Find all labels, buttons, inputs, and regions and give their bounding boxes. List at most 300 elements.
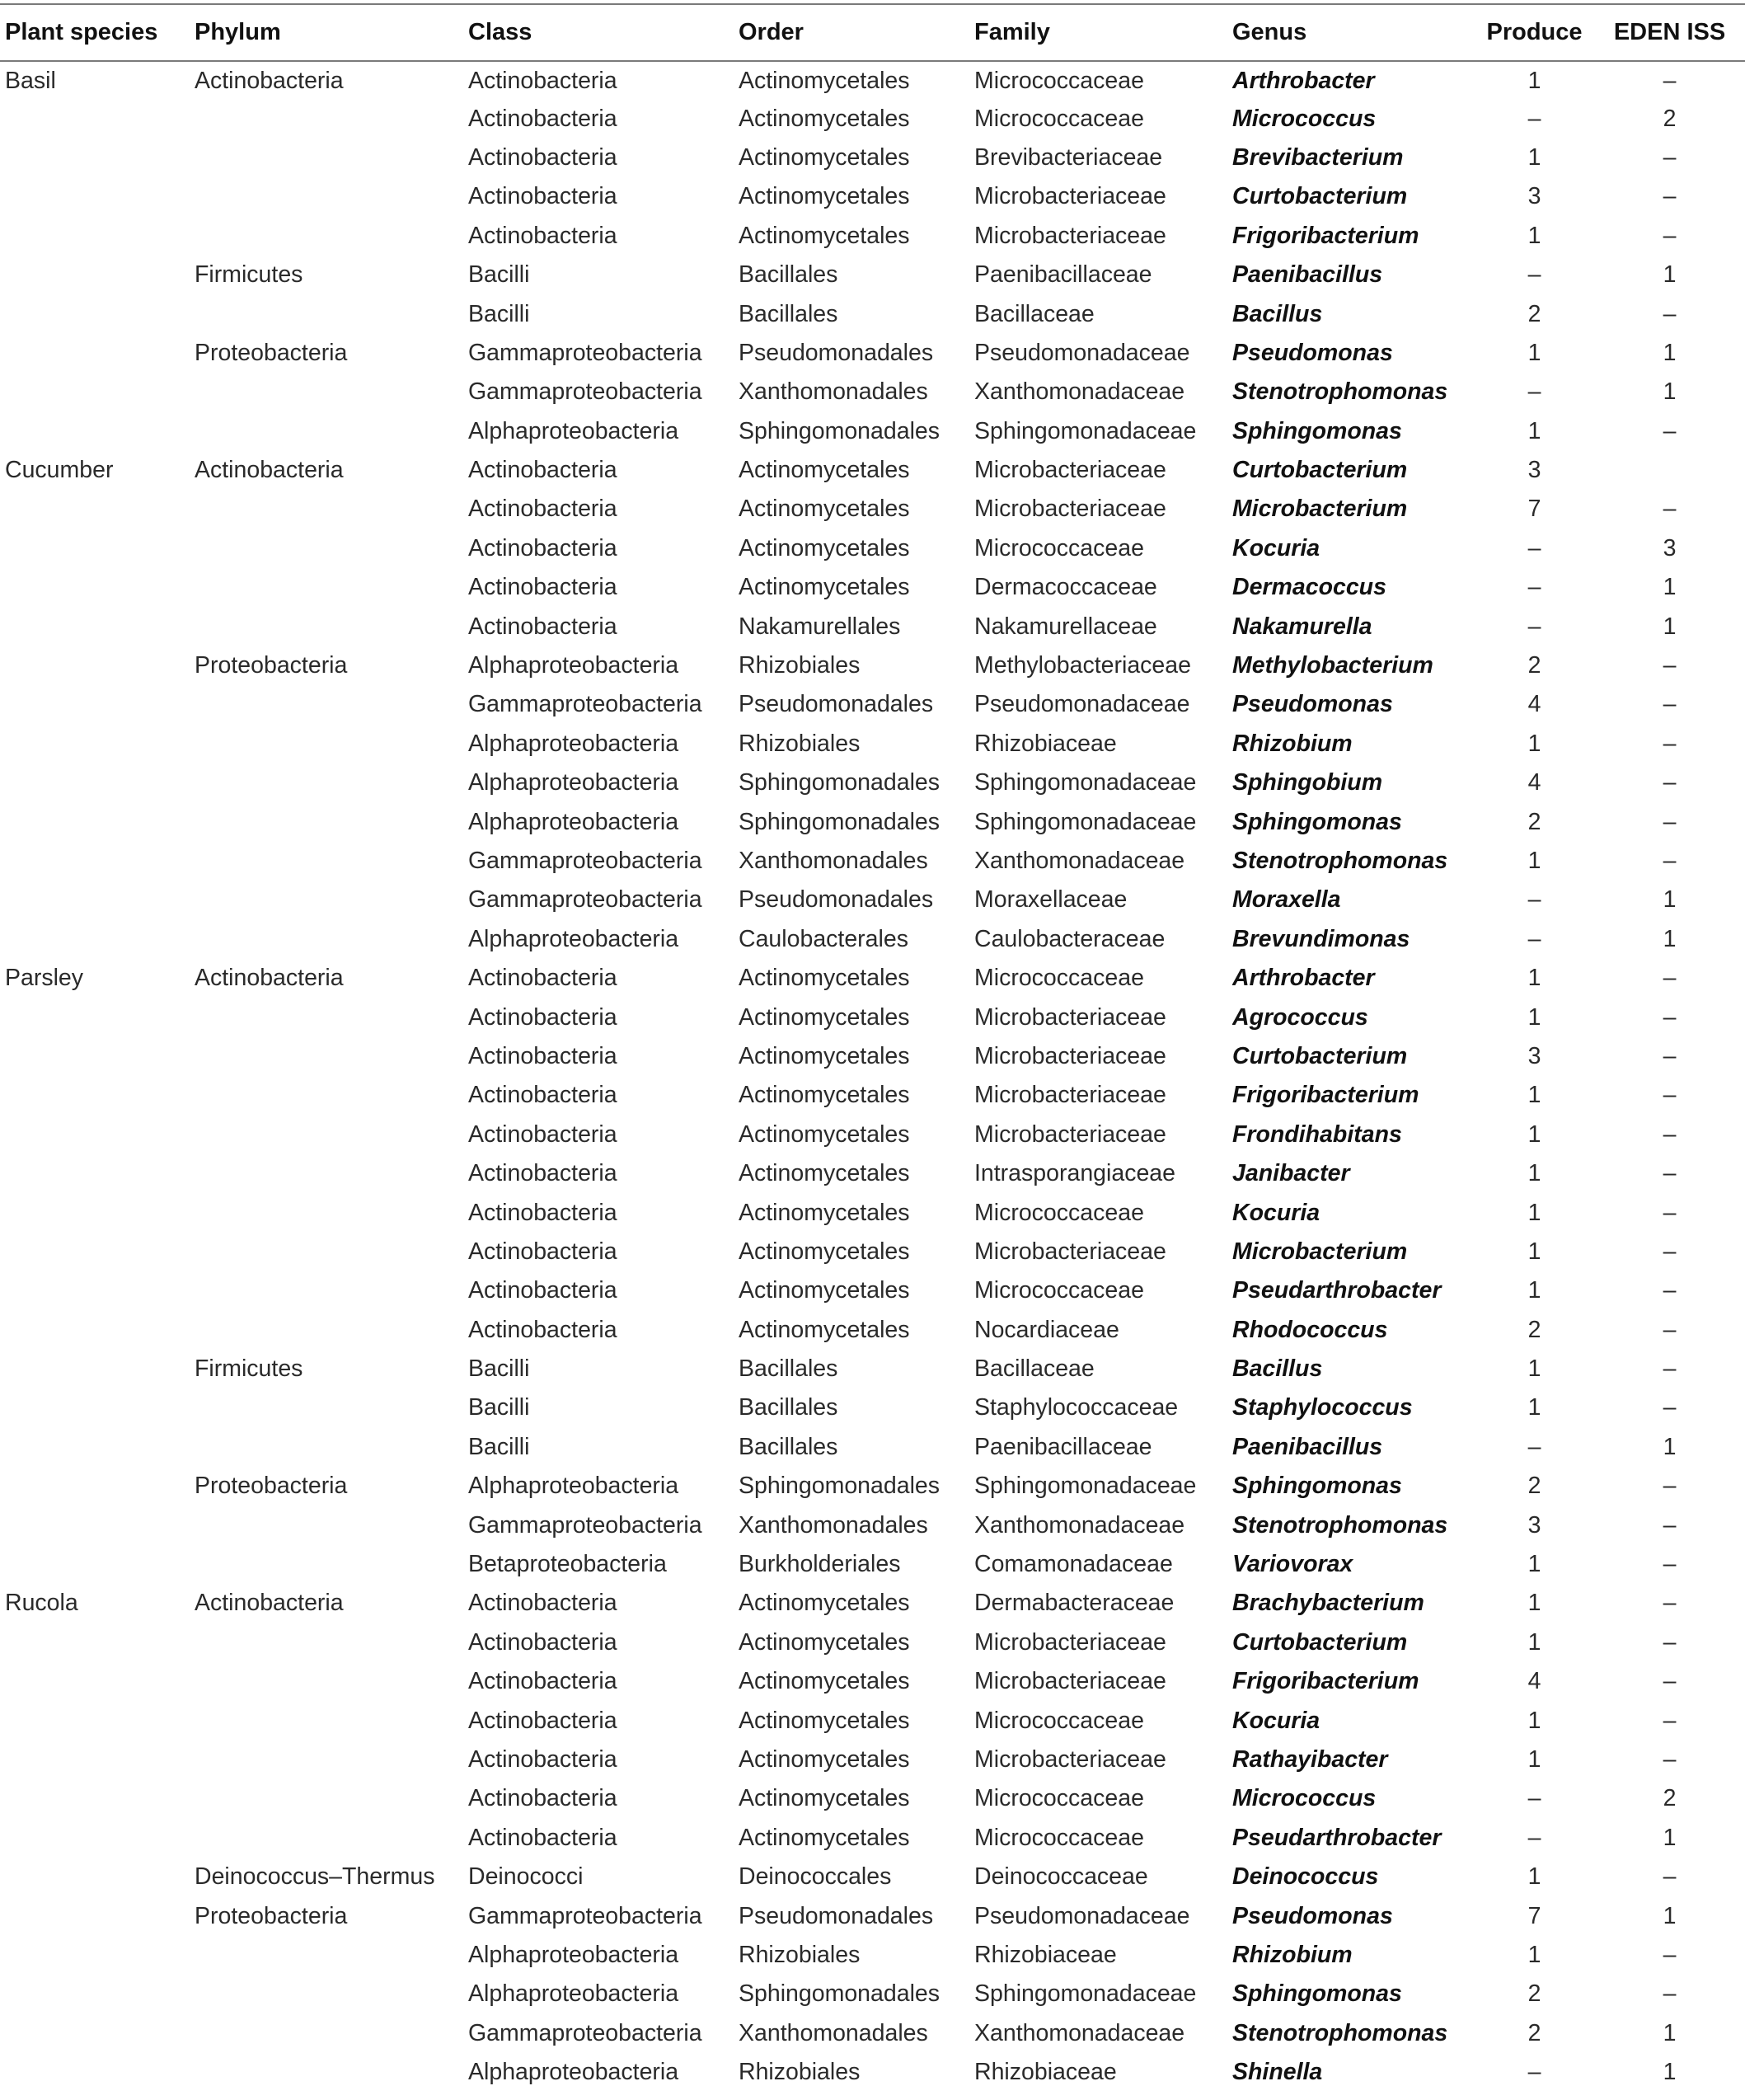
produce-cell: 1	[1527, 1277, 1541, 1304]
phylum-cell	[195, 881, 468, 919]
produce-cell: –	[1527, 613, 1541, 640]
plant-species-cell	[0, 1896, 195, 1935]
produce-cell: 4	[1527, 691, 1541, 718]
eden-iss-cell	[1594, 451, 1745, 490]
phylum-cell	[195, 412, 468, 451]
order-cell: Caulobacterales	[739, 925, 908, 952]
order-cell: Actinomycetales	[739, 1003, 910, 1031]
genus-cell: Kocuria	[1232, 1707, 1320, 1734]
class-cell: Gammaproteobacteria	[468, 691, 702, 718]
class-cell: Deinococci	[468, 1863, 584, 1891]
class-cell: Alphaproteobacteria	[468, 652, 679, 679]
table-row	[0, 959, 1745, 998]
order-cell: Actinomycetales	[739, 1824, 910, 1851]
produce-cell: 1	[1527, 1003, 1541, 1031]
phylum-cell: Actinobacteria	[195, 68, 344, 95]
genus-cell: Curtobacterium	[1232, 1042, 1408, 1069]
class-cell: Actinobacteria	[468, 183, 617, 210]
plant-species-cell: Parsley	[5, 965, 84, 992]
order-cell: Bacillales	[739, 1355, 838, 1383]
genus-cell: Brevibacterium	[1232, 143, 1404, 171]
produce-cell: 3	[1527, 1042, 1541, 1069]
plant-species-cell	[0, 177, 195, 216]
class-cell: Actinobacteria	[468, 143, 617, 171]
order-cell: Xanthomonadales	[739, 378, 928, 406]
produce-cell: 1	[1527, 68, 1541, 95]
header-plant-species: Plant species	[5, 19, 158, 45]
order-cell: Bacillales	[739, 261, 838, 289]
table-row	[0, 490, 1745, 529]
plant-species-cell	[0, 2053, 195, 2092]
header-genus: Genus	[1232, 19, 1307, 45]
eden-iss-cell: –	[1663, 1120, 1677, 1148]
eden-iss-cell: 2	[1663, 1785, 1677, 1812]
plant-species-cell	[0, 99, 195, 138]
family-cell: Micrococcaceae	[974, 1707, 1144, 1734]
header-class: Class	[468, 19, 532, 45]
produce-cell: 1	[1527, 1707, 1541, 1734]
class-cell: Gammaproteobacteria	[468, 378, 702, 406]
eden-iss-cell: –	[1663, 1980, 1677, 2008]
order-cell: Actinomycetales	[739, 183, 910, 210]
family-cell: Microbacteriaceae	[974, 1042, 1166, 1069]
phylum-cell	[195, 1506, 468, 1544]
plant-species-cell	[0, 1741, 195, 1779]
phylum-cell	[195, 1037, 468, 1076]
family-cell: Micrococcaceae	[974, 68, 1144, 95]
family-cell: Paenibacillaceae	[974, 261, 1152, 289]
plant-species-cell	[0, 1936, 195, 1975]
class-cell: Actinobacteria	[468, 1785, 617, 1812]
plant-species-cell	[0, 1858, 195, 1896]
family-cell: Micrococcaceae	[974, 105, 1144, 132]
family-cell: Microbacteriaceae	[974, 1082, 1166, 1109]
header-family: Family	[974, 19, 1050, 45]
plant-species-cell	[0, 920, 195, 959]
eden-iss-cell: –	[1663, 183, 1677, 210]
order-cell: Actinomycetales	[739, 1277, 910, 1304]
eden-iss-cell: 1	[1663, 2019, 1677, 2046]
genus-cell: Staphylococcus	[1232, 1394, 1413, 1421]
plant-species-cell	[0, 1779, 195, 1818]
class-cell: Gammaproteobacteria	[468, 339, 702, 366]
eden-iss-cell: 3	[1663, 534, 1677, 561]
class-cell: Alphaproteobacteria	[468, 417, 679, 444]
produce-cell: –	[1527, 925, 1541, 952]
table-row	[0, 139, 1745, 177]
class-cell: Alphaproteobacteria	[468, 769, 679, 796]
plant-species-cell	[0, 1428, 195, 1467]
phylum-cell	[195, 998, 468, 1036]
eden-iss-cell: 1	[1663, 261, 1677, 289]
plant-species-cell	[0, 1388, 195, 1427]
class-cell: Actinobacteria	[468, 1277, 617, 1304]
produce-cell: 1	[1527, 1199, 1541, 1226]
class-cell: Actinobacteria	[468, 1707, 617, 1734]
plant-species-cell: Cucumber	[5, 457, 114, 484]
eden-iss-cell: –	[1663, 1082, 1677, 1109]
family-cell: Bacillaceae	[974, 300, 1095, 327]
eden-iss-cell: –	[1663, 1316, 1677, 1343]
table-row	[0, 373, 1745, 411]
plant-species-cell	[0, 802, 195, 841]
order-cell: Actinomycetales	[739, 1042, 910, 1069]
produce-cell: –	[1527, 1433, 1541, 1460]
table-row	[0, 1388, 1745, 1427]
table-row	[0, 60, 1745, 99]
order-cell: Burkholderiales	[739, 1551, 901, 1578]
genus-cell: Stenotrophomonas	[1232, 1511, 1448, 1539]
family-cell: Xanthomonadaceae	[974, 378, 1185, 406]
genus-cell: Shinella	[1232, 2059, 1323, 2086]
genus-cell: Pseudomonas	[1232, 691, 1393, 718]
family-cell: Microbacteriaceae	[974, 1628, 1166, 1656]
plant-species-cell	[0, 1350, 195, 1388]
table-row	[0, 1428, 1745, 1467]
genus-cell: Frigoribacterium	[1232, 1082, 1419, 1109]
order-cell: Actinomycetales	[739, 534, 910, 561]
genus-cell: Rhizobium	[1232, 1941, 1353, 1968]
class-cell: Actinobacteria	[468, 457, 617, 484]
eden-iss-cell: –	[1663, 1707, 1677, 1734]
produce-cell: 4	[1527, 1668, 1541, 1695]
class-cell: Actinobacteria	[468, 1160, 617, 1187]
phylum-cell	[195, 568, 468, 607]
table-row	[0, 1584, 1745, 1623]
table-row	[0, 412, 1745, 451]
table-row	[0, 568, 1745, 607]
plant-species-cell	[0, 763, 195, 802]
order-cell: Actinomycetales	[739, 1082, 910, 1109]
family-cell: Paenibacillaceae	[974, 1433, 1152, 1460]
genus-cell: Paenibacillus	[1232, 1433, 1383, 1460]
produce-cell: –	[1527, 1824, 1541, 1851]
phylum-cell	[195, 607, 468, 646]
plant-species-cell	[0, 881, 195, 919]
phylum-cell: Firmicutes	[195, 261, 303, 289]
plant-species-cell	[0, 2014, 195, 2053]
order-cell: Pseudomonadales	[739, 886, 934, 914]
family-cell: Microbacteriaceae	[974, 1745, 1166, 1773]
table-row	[0, 217, 1745, 256]
order-cell: Sphingomonadales	[739, 769, 941, 796]
table-row	[0, 1037, 1745, 1076]
produce-cell: 2	[1527, 1473, 1541, 1500]
order-cell: Deinococcales	[739, 1863, 892, 1891]
class-cell: Actinobacteria	[468, 1042, 617, 1069]
produce-cell: 3	[1527, 457, 1541, 484]
produce-cell: 2	[1527, 652, 1541, 679]
family-cell: Sphingomonadaceae	[974, 1473, 1197, 1500]
genus-cell: Sphingomonas	[1232, 417, 1402, 444]
table-header-row	[0, 5, 1745, 60]
family-cell: Microbacteriaceae	[974, 222, 1166, 249]
genus-cell: Curtobacterium	[1232, 457, 1408, 484]
phylum-cell	[195, 1701, 468, 1740]
produce-cell: 1	[1527, 1160, 1541, 1187]
genus-cell: Sphingobium	[1232, 769, 1383, 796]
eden-iss-cell: –	[1663, 1277, 1677, 1304]
produce-cell: –	[1527, 574, 1541, 601]
plant-species-cell	[0, 412, 195, 451]
family-cell: Rhizobiaceae	[974, 2059, 1117, 2086]
phylum-cell: Firmicutes	[195, 1355, 303, 1383]
eden-iss-cell: –	[1663, 1590, 1677, 1617]
plant-species-cell	[0, 139, 195, 177]
class-cell: Alphaproteobacteria	[468, 1941, 679, 1968]
genus-cell: Kocuria	[1232, 1199, 1320, 1226]
plant-species-cell	[0, 1545, 195, 1584]
phylum-cell	[195, 842, 468, 881]
phylum-cell	[195, 725, 468, 763]
class-cell: Actinobacteria	[468, 1628, 617, 1656]
genus-cell: Pseudomonas	[1232, 339, 1393, 366]
class-cell: Actinobacteria	[468, 1824, 617, 1851]
phylum-cell	[195, 217, 468, 256]
eden-iss-cell: –	[1663, 1199, 1677, 1226]
genus-cell: Curtobacterium	[1232, 1628, 1408, 1656]
genus-cell: Deinococcus	[1232, 1863, 1379, 1891]
genus-cell: Bacillus	[1232, 1355, 1323, 1383]
class-cell: Actinobacteria	[468, 1745, 617, 1773]
order-cell: Pseudomonadales	[739, 339, 934, 366]
plant-species-cell	[0, 1116, 195, 1154]
produce-cell: –	[1527, 886, 1541, 914]
plant-species-cell	[0, 1076, 195, 1115]
genus-cell: Brevundimonas	[1232, 925, 1410, 952]
table-row	[0, 1271, 1745, 1310]
family-cell: Sphingomonadaceae	[974, 417, 1197, 444]
table-row	[0, 1154, 1745, 1193]
table-row	[0, 1076, 1745, 1115]
plant-species-cell	[0, 294, 195, 333]
eden-iss-cell: –	[1663, 1238, 1677, 1265]
table-row	[0, 1193, 1745, 1232]
eden-iss-cell: –	[1663, 691, 1677, 718]
phylum-cell: Proteobacteria	[195, 652, 348, 679]
table-row	[0, 920, 1745, 959]
order-cell: Actinomycetales	[739, 1160, 910, 1187]
phylum-cell: Actinobacteria	[195, 965, 344, 992]
produce-cell: 2	[1527, 1980, 1541, 2008]
genus-cell: Bacillus	[1232, 300, 1323, 327]
genus-cell: Microbacterium	[1232, 1238, 1408, 1265]
class-cell: Gammaproteobacteria	[468, 1511, 702, 1539]
phylum-cell	[195, 1819, 468, 1858]
phylum-cell	[195, 1311, 468, 1350]
family-cell: Xanthomonadaceae	[974, 848, 1185, 874]
family-cell: Pseudomonadaceae	[974, 339, 1190, 366]
order-cell: Nakamurellales	[739, 613, 901, 640]
eden-iss-cell: –	[1663, 808, 1677, 835]
family-cell: Microbacteriaceae	[974, 1120, 1166, 1148]
eden-iss-cell: –	[1663, 1042, 1677, 1069]
table-row	[0, 1662, 1745, 1701]
class-cell: Alphaproteobacteria	[468, 808, 679, 835]
table-row	[0, 1701, 1745, 1740]
genus-cell: Pseudarthrobacter	[1232, 1824, 1442, 1851]
phylum-cell	[195, 177, 468, 216]
order-cell: Actinomycetales	[739, 1707, 910, 1734]
produce-cell: 4	[1527, 769, 1541, 796]
eden-iss-cell: 1	[1663, 378, 1677, 406]
produce-cell: 2	[1527, 2019, 1541, 2046]
plant-species-cell	[0, 1506, 195, 1544]
phylum-cell	[195, 490, 468, 529]
phylum-cell: Actinobacteria	[195, 1590, 344, 1617]
class-cell: Actinobacteria	[468, 1238, 617, 1265]
produce-cell: 1	[1527, 1394, 1541, 1421]
produce-cell: 2	[1527, 808, 1541, 835]
genus-cell: Rathayibacter	[1232, 1745, 1388, 1773]
produce-cell: –	[1527, 534, 1541, 561]
produce-cell: 1	[1527, 1551, 1541, 1578]
order-cell: Actinomycetales	[739, 574, 910, 601]
header-eden-iss: EDEN ISS	[1613, 19, 1726, 45]
class-cell: Actinobacteria	[468, 68, 617, 95]
family-cell: Methylobacteriaceae	[974, 652, 1191, 679]
genus-cell: Kocuria	[1232, 534, 1320, 561]
order-cell: Actinomycetales	[739, 105, 910, 132]
order-cell: Actinomycetales	[739, 965, 910, 992]
produce-cell: –	[1527, 261, 1541, 289]
table-row	[0, 763, 1745, 802]
eden-iss-cell: –	[1663, 965, 1677, 992]
order-cell: Actinomycetales	[739, 1316, 910, 1343]
order-cell: Actinomycetales	[739, 1785, 910, 1812]
header-produce: Produce	[1486, 19, 1583, 45]
family-cell: Xanthomonadaceae	[974, 1511, 1185, 1539]
order-cell: Actinomycetales	[739, 496, 910, 523]
genus-cell: Pseudomonas	[1232, 1902, 1393, 1929]
phylum-cell	[195, 1271, 468, 1310]
family-cell: Xanthomonadaceae	[974, 2019, 1185, 2046]
plant-species-cell	[0, 685, 195, 724]
phylum-cell	[195, 802, 468, 841]
table-row	[0, 177, 1745, 216]
family-cell: Nocardiaceae	[974, 1316, 1119, 1343]
eden-iss-cell: –	[1663, 68, 1677, 95]
genus-cell: Rhodococcus	[1232, 1316, 1388, 1343]
table-row	[0, 842, 1745, 881]
produce-cell: 1	[1527, 965, 1541, 992]
table-row	[0, 1936, 1745, 1975]
class-cell: Actinobacteria	[468, 1668, 617, 1695]
plant-species-cell	[0, 1193, 195, 1232]
genus-cell: Sphingomonas	[1232, 808, 1402, 835]
family-cell: Sphingomonadaceae	[974, 808, 1197, 835]
family-cell: Moraxellaceae	[974, 886, 1128, 914]
phylum-cell	[195, 1975, 468, 2013]
plant-species-cell	[0, 607, 195, 646]
table-row	[0, 451, 1745, 490]
family-cell: Micrococcaceae	[974, 1824, 1144, 1851]
produce-cell: 3	[1527, 183, 1541, 210]
eden-iss-cell: –	[1663, 1745, 1677, 1773]
genus-cell: Moraxella	[1232, 886, 1341, 914]
phylum-cell	[195, 1936, 468, 1975]
class-cell: Actinobacteria	[468, 613, 617, 640]
phylum-cell: Deinococcus–Thermus	[195, 1863, 435, 1891]
class-cell: Actinobacteria	[468, 1082, 617, 1109]
genus-cell: Stenotrophomonas	[1232, 848, 1448, 874]
plant-species-cell	[0, 568, 195, 607]
table-row	[0, 1506, 1745, 1544]
table-row	[0, 607, 1745, 646]
phylum-cell	[195, 529, 468, 568]
family-cell: Micrococcaceae	[974, 1277, 1144, 1304]
eden-iss-cell: –	[1663, 300, 1677, 327]
table-body	[0, 60, 1745, 2092]
phylum-cell	[195, 1076, 468, 1115]
eden-iss-cell: 1	[1663, 574, 1677, 601]
table-row	[0, 802, 1745, 841]
table-row	[0, 725, 1745, 763]
family-cell: Microbacteriaceae	[974, 457, 1166, 484]
class-cell: Bacilli	[468, 1355, 530, 1383]
produce-cell: –	[1527, 105, 1541, 132]
eden-iss-cell: –	[1663, 730, 1677, 757]
produce-cell: 2	[1527, 1316, 1541, 1343]
phylum-cell	[195, 1193, 468, 1232]
phylum-cell	[195, 1428, 468, 1467]
table-row	[0, 99, 1745, 138]
class-cell: Actinobacteria	[468, 496, 617, 523]
family-cell: Rhizobiaceae	[974, 1941, 1117, 1968]
table-row	[0, 1779, 1745, 1818]
phylum-cell	[195, 1116, 468, 1154]
family-cell: Brevibacteriaceae	[974, 143, 1163, 171]
genus-cell: Sphingomonas	[1232, 1980, 1402, 2008]
table-row	[0, 1819, 1745, 1858]
genus-cell: Janibacter	[1232, 1160, 1350, 1187]
order-cell: Sphingomonadales	[739, 808, 941, 835]
eden-iss-cell: –	[1663, 417, 1677, 444]
eden-iss-cell: –	[1663, 769, 1677, 796]
family-cell: Pseudomonadaceae	[974, 691, 1190, 718]
phylum-cell	[195, 139, 468, 177]
eden-iss-cell: 1	[1663, 925, 1677, 952]
phylum-cell: Proteobacteria	[195, 339, 348, 366]
genus-cell: Arthrobacter	[1232, 965, 1375, 992]
class-cell: Alphaproteobacteria	[468, 1473, 679, 1500]
family-cell: Micrococcaceae	[974, 1785, 1144, 1812]
genus-cell: Dermacoccus	[1232, 574, 1386, 601]
header-order: Order	[739, 19, 804, 45]
family-cell: Caulobacteraceae	[974, 925, 1166, 952]
genus-cell: Brachybacterium	[1232, 1590, 1424, 1617]
phylum-cell: Proteobacteria	[195, 1473, 348, 1500]
plant-species-cell	[0, 1701, 195, 1740]
plant-species-cell	[0, 529, 195, 568]
order-cell: Rhizobiales	[739, 652, 861, 679]
class-cell: Actinobacteria	[468, 1003, 617, 1031]
eden-iss-cell: –	[1663, 222, 1677, 249]
genus-cell: Curtobacterium	[1232, 183, 1408, 210]
class-cell: Actinobacteria	[468, 1199, 617, 1226]
phylum-cell	[195, 1545, 468, 1584]
class-cell: Alphaproteobacteria	[468, 925, 679, 952]
produce-cell: 2	[1527, 300, 1541, 327]
family-cell: Bacillaceae	[974, 1355, 1095, 1383]
plant-species-cell	[0, 998, 195, 1036]
plant-species-cell: Basil	[5, 68, 56, 95]
genus-cell: Micrococcus	[1232, 105, 1377, 132]
eden-iss-cell: –	[1663, 1355, 1677, 1383]
plant-species-cell	[0, 256, 195, 294]
phylum-cell	[195, 1741, 468, 1779]
family-cell: Rhizobiaceae	[974, 730, 1117, 757]
